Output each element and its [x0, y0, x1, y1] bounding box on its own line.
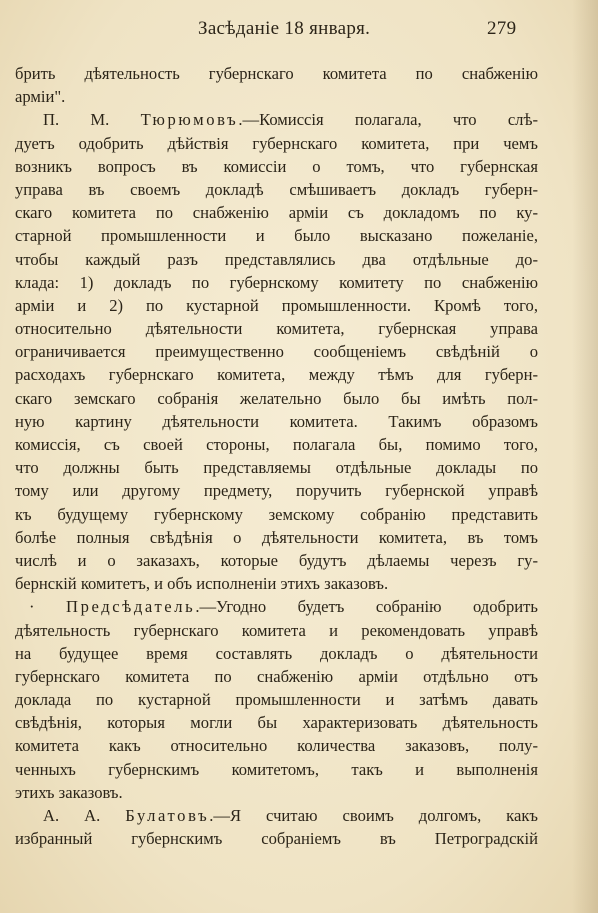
text-line: къ будущему губернскому земскому собранію представить	[15, 504, 538, 524]
speaker-paragraph-start	[15, 595, 538, 618]
speaker-remark: .—Комиссія полагала, что слѣ-	[238, 110, 538, 130]
speaker-paragraph-start	[15, 108, 538, 131]
text-line: скаго земскаго собранія желательно было бы имѣть пол-	[15, 388, 538, 408]
speaker-name: Тюрюмовъ	[140, 110, 239, 130]
text-line: губернскаго комитета по снабженію арміи отдѣльно отъ	[15, 666, 538, 686]
speaker-initials: П. М.	[43, 110, 110, 130]
text-line: ограничивается преимущественно сообщеніемъ свѣдѣній о	[15, 342, 538, 362]
text-line: болѣе полныя свѣдѣнія о дѣятельности комитета, въ томъ	[15, 527, 538, 547]
running-title: Засѣданіе 18 января.	[198, 18, 371, 39]
page-edge-shadow	[572, 0, 598, 913]
text-line: дуетъ одобрить дѣйствія губернскаго комитета, при чемъ	[15, 133, 538, 153]
text-line: скаго комитета по снабженію арміи съ докладомъ по ку-	[15, 203, 538, 223]
text-line: брить дѣятельность губернскаго комитета по снабженію	[15, 64, 538, 83]
text-line: дѣятельность губернскаго комитета и рекомендовать управѣ	[15, 620, 538, 640]
text-line: комитета какъ относительно количества заказовъ, полу-	[15, 736, 538, 756]
speaker-name: Предсѣдатель	[66, 597, 196, 617]
text-line: что должны быть представляемы отдѣльные доклады по	[15, 458, 538, 478]
text-line: арміи и 2) по кустарной промышленности. Кромѣ того,	[15, 295, 538, 315]
text-line: относительно дѣятельности комитета, губернская управа	[15, 319, 538, 339]
speaker-remark: .—Я считаю своимъ долгомъ, какъ	[209, 806, 538, 825]
speaker-paragraph-start	[15, 804, 538, 827]
text-line: свѣдѣнія, которыя могли бы характеризовать дѣятельность	[15, 713, 538, 733]
page-header	[0, 18, 598, 42]
text-line: этихъ заказовъ.	[15, 782, 123, 802]
text-line: расходахъ губернскаго комитета, между тѣмъ для губерн-	[15, 365, 538, 385]
text-line: чтобы каждый разъ представлялись два отдѣльные до-	[15, 249, 538, 269]
text-line: тому или другому предмету, поручить губернской управѣ	[15, 481, 538, 501]
text-line: арміи".	[15, 87, 66, 107]
text-line: доклада по кустарной промышленности и затѣмъ давать	[15, 690, 538, 710]
text-line: возникъ вопросъ въ комиссіи о томъ, что губернская	[15, 156, 538, 176]
text-line: управа въ своемъ докладѣ смѣшиваетъ докладъ губерн-	[15, 179, 538, 199]
text-line: числѣ и о заказахъ, которые будутъ дѣлаемы черезъ гу-	[15, 550, 538, 570]
text-line: старной промышленности и было высказано пожеланіе,	[15, 226, 538, 246]
text-line: избранный губернскимъ собраніемъ въ Петроградскій	[15, 829, 538, 849]
speaker-initials: А. А.	[43, 806, 101, 825]
text-line: ную картину дѣятельности комитета. Такимъ образомъ	[15, 411, 538, 431]
bullet-mark: ·	[29, 597, 35, 617]
text-line: на будущее время составлять докладъ о дѣятельности	[15, 643, 538, 663]
text-line: ченныхъ губернскимъ комитетомъ, такъ и выполненія	[15, 759, 538, 779]
text-line: клада: 1) докладъ по губернскому комитету по снабженію	[15, 272, 538, 292]
body-text	[15, 62, 538, 850]
text-line: комиссія, съ своей стороны, полагала бы, помимо того,	[15, 435, 538, 454]
speaker-name: Булатовъ	[125, 806, 210, 825]
page-number: 279	[487, 18, 517, 39]
speaker-remark: .—Угодно будетъ собранію одобрить	[195, 597, 538, 617]
text-line: бернскій комитетъ, и объ исполненіи этихъ заказовъ.	[15, 574, 389, 594]
